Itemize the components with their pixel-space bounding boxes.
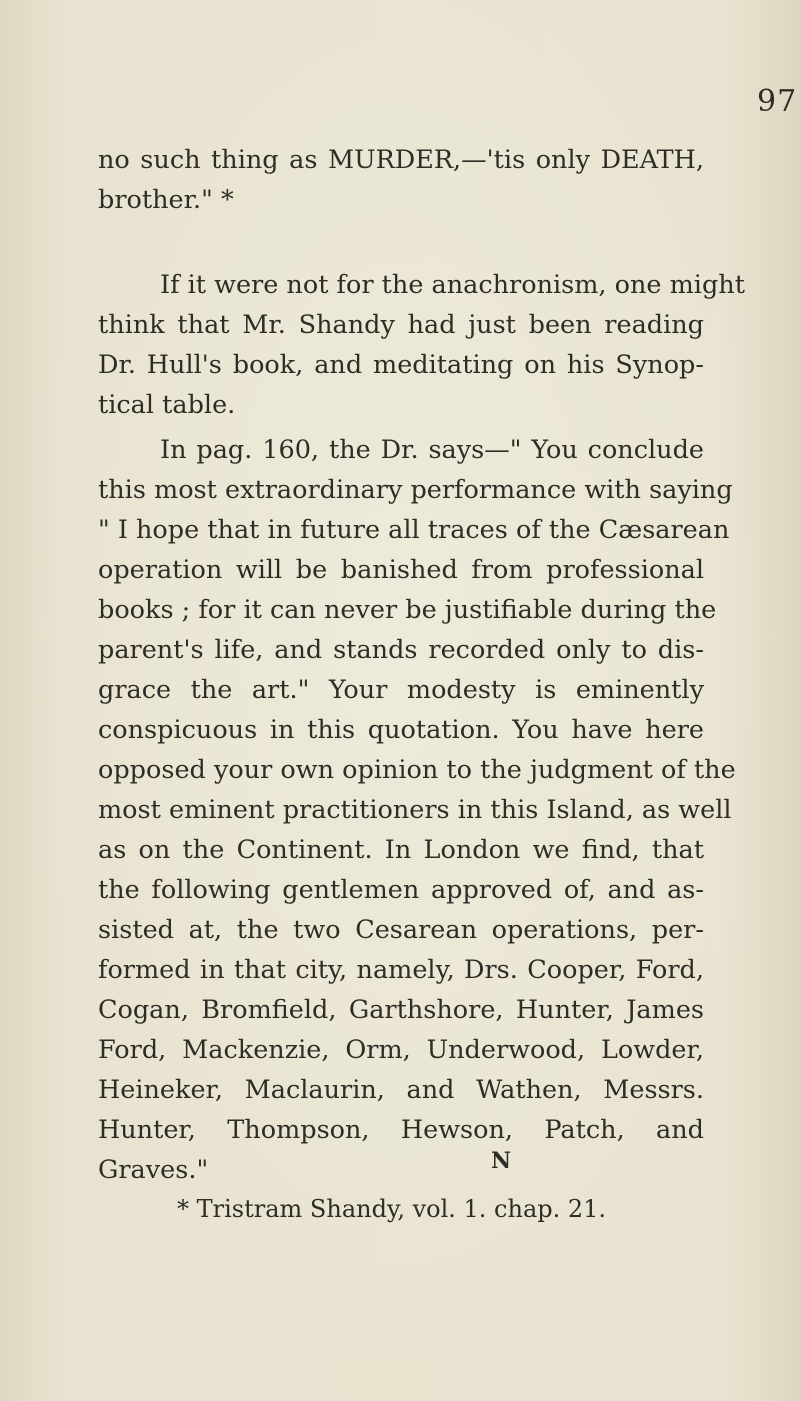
- text-line: tical table.: [98, 390, 236, 420]
- text-line: Cogan, Bromfield, Garthshore, Hunter, James: [98, 995, 704, 1025]
- text-line: no such thing as MURDER,—'tis only DEATH,: [98, 145, 704, 175]
- text-line: Graves.": [98, 1155, 209, 1185]
- paragraph-anachronism: [98, 265, 745, 425]
- paragraph-quotation: [98, 430, 736, 1190]
- text-line: most eminent practitioners in this Island, as well: [98, 795, 732, 825]
- text-line: " I hope that in future all traces of the Cæsarean: [98, 515, 730, 545]
- text-line: the following gentlemen approved of, and as-: [98, 875, 704, 905]
- text-line: think that Mr. Shandy had just been reading: [98, 310, 704, 340]
- text-line: conspicuous in this quotation. You have here: [98, 715, 704, 745]
- text-line: grace the art." Your modesty is eminently: [98, 675, 704, 705]
- text-line: operation will be banished from professional: [98, 555, 704, 585]
- text-line: books ; for it can never be justifiable during the: [98, 595, 717, 625]
- footnote: * Tristram Shandy, vol. 1. chap. 21.: [177, 1195, 607, 1223]
- text-line: If it were not for the anachronism, one might: [160, 270, 745, 300]
- text-line: Heineker, Maclaurin, and Wathen, Messrs.: [98, 1075, 704, 1105]
- text-line: brother." *: [98, 185, 234, 215]
- text-line: formed in that city, namely, Drs. Cooper, Ford,: [98, 955, 704, 985]
- text-line: this most extraordinary performance with saying: [98, 475, 733, 505]
- text-line: In pag. 160, the Dr. says—" You conclude: [160, 435, 704, 465]
- signature-mark: N: [491, 1148, 512, 1174]
- text-line: Hunter, Thompson, Hewson, Patch, and: [98, 1115, 704, 1145]
- text-line: Dr. Hull's book, and meditating on his Synop-: [98, 350, 704, 380]
- text-line: sisted at, the two Cesarean operations, per-: [98, 915, 704, 945]
- paragraph-continuation: [98, 140, 704, 220]
- text-line: Ford, Mackenzie, Orm, Underwood, Lowder,: [98, 1035, 704, 1065]
- text-line: as on the Continent. In London we find, that: [98, 835, 704, 865]
- text-line: opposed your own opinion to the judgment of the: [98, 755, 736, 785]
- page-number: 97: [757, 84, 798, 119]
- text-line: parent's life, and stands recorded only to dis-: [98, 635, 704, 665]
